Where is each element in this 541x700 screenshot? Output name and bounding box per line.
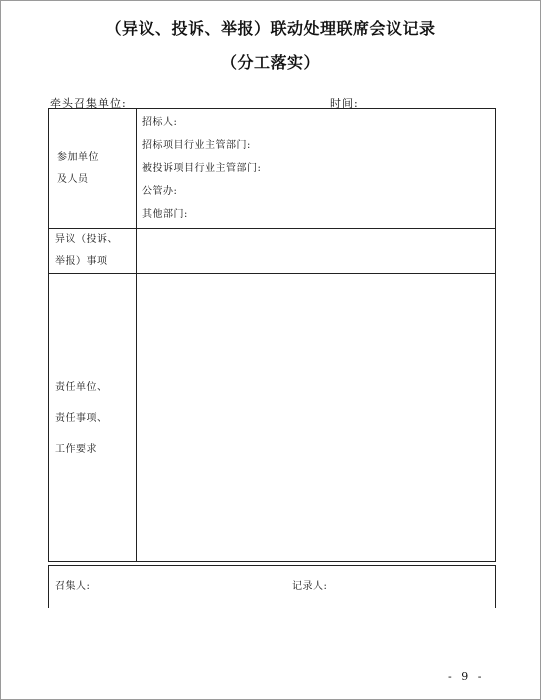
participants-label-line2: 及人员 [57,174,89,185]
document-subtitle: （分工落实） [220,53,320,72]
responsibility-label-line1: 责任单位、 [55,382,108,393]
document-title: （异议、投诉、举报）联动处理联席会议记录 [105,19,436,38]
bottom-section-right-line [495,565,496,608]
participant-item-other-departments: 其他部门: [142,209,188,220]
participant-item-project-authority: 招标项目行业主管部门: [142,140,251,151]
responsibility-label-line2: 责任事项、 [55,413,108,424]
lead-unit-label: 牵头召集单位: [50,97,127,110]
issue-label-line2: 举报）事项 [55,256,108,267]
row-divider-1 [48,228,496,229]
convener-label: 召集人: [55,581,91,592]
responsibility-label-line3: 工作要求 [55,444,97,455]
label-column-divider [136,108,137,562]
record-form-table [48,108,496,562]
issue-label-line1: 异议（投诉、 [55,234,118,245]
participants-label-line1: 参加单位 [57,152,99,163]
time-label: 时间: [330,97,359,110]
page-number: - 9 - [448,670,485,683]
participant-item-tenderer: 招标人: [142,117,178,128]
participant-item-complained-project-authority: 被投诉项目行业主管部门: [142,163,262,174]
recorder-label: 记录人: [292,581,328,592]
bottom-section-left-line [48,565,49,608]
row-divider-2 [48,273,496,274]
participant-item-public-management-office: 公管办: [142,186,178,197]
bottom-section-top-line [48,565,496,566]
